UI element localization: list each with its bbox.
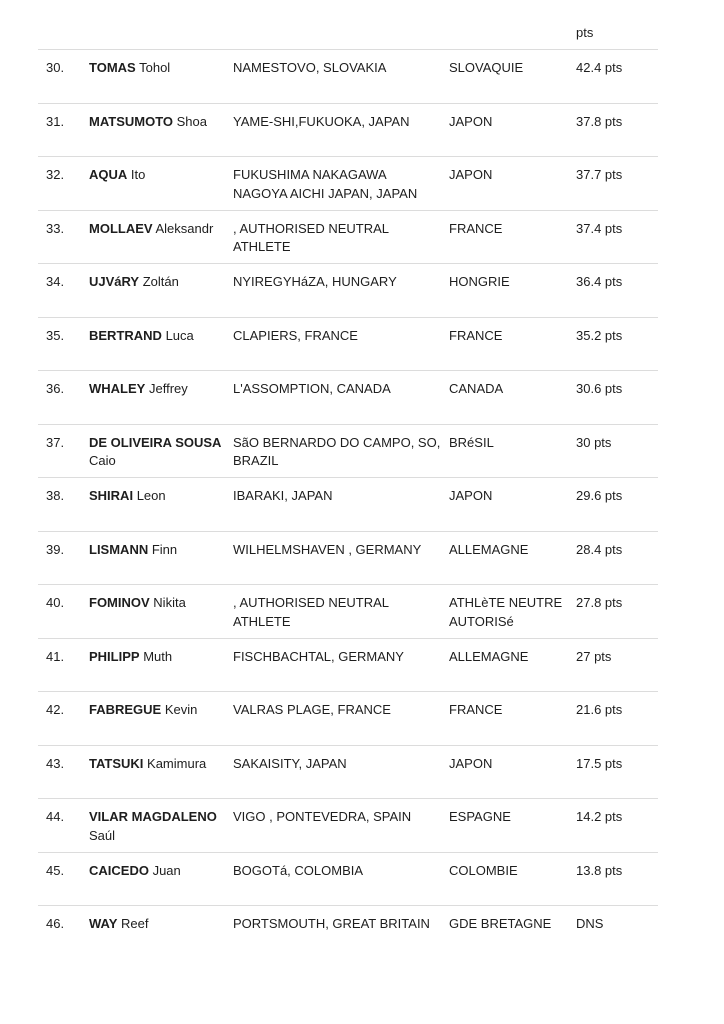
- table-row: [38, 853, 658, 907]
- country-cell: COLOMBIE: [449, 862, 518, 878]
- table-row: [38, 799, 658, 853]
- country-cell: CANADA: [449, 381, 504, 396]
- city-cell: NYIREGYHáZA, HUNGARY: [233, 274, 397, 289]
- city-cell: SãO BERNARDO DO CAMPO, SO, BRAZIL: [233, 434, 441, 468]
- city-cell: SAKAISITY, JAPAN: [233, 755, 347, 771]
- athlete-name-cell: [89, 220, 224, 239]
- athlete-name-cell: [89, 487, 224, 506]
- rank-cell: 30.: [46, 60, 65, 75]
- rank-cell: 37.: [46, 434, 65, 450]
- country-cell: BRéSIL: [449, 434, 494, 450]
- score-cell: 30.6 pts: [576, 381, 623, 396]
- country-cell: FRANCE: [449, 220, 503, 236]
- score-cell: 28.4 pts: [576, 541, 623, 557]
- athlete-first-name: Tohol: [139, 60, 171, 75]
- athlete-name-cell: [89, 380, 224, 399]
- rank-cell: 38.: [46, 488, 65, 503]
- athlete-first-name: Caio: [89, 453, 116, 468]
- city-cell: WILHELMSHAVEN , GERMANY: [233, 541, 422, 557]
- athlete-first-name: Aleksandr: [155, 220, 214, 236]
- table-row: [38, 425, 658, 479]
- athlete-first-name: Kamimura: [147, 755, 207, 771]
- score-cell: 17.5 pts: [576, 755, 623, 771]
- score-cell: 27.8 pts: [576, 595, 623, 610]
- athlete-last-name: BERTRAND: [89, 327, 162, 343]
- athlete-last-name: LISMANN: [89, 541, 149, 557]
- score-cell: DNS: [576, 916, 604, 931]
- table-row: [38, 318, 658, 372]
- athlete-name-cell: [89, 327, 224, 346]
- table-row: [38, 371, 658, 425]
- table-row: [38, 639, 658, 693]
- city-cell: CLAPIERS, FRANCE: [233, 327, 358, 343]
- athlete-last-name: PHILIPP: [89, 648, 140, 664]
- city-cell: YAME-SHI,FUKUOKA, JAPAN: [233, 113, 410, 129]
- rank-cell: 42.: [46, 702, 65, 717]
- rank-cell: 39.: [46, 541, 65, 557]
- athlete-first-name: Shoa: [176, 113, 208, 129]
- rank-cell: 46.: [46, 916, 65, 931]
- athlete-name-cell: [89, 434, 224, 471]
- athlete-name-cell: [89, 755, 224, 774]
- score-cell: 13.8 pts: [576, 862, 623, 878]
- athlete-name-cell: [89, 701, 224, 720]
- rank-cell: 45.: [46, 862, 65, 878]
- athlete-name-cell: [89, 541, 224, 560]
- table-row-carryover: [38, 0, 658, 50]
- table-row: [38, 211, 658, 265]
- athlete-name-cell: [89, 113, 224, 132]
- athlete-last-name: TOMAS: [89, 60, 136, 75]
- rank-cell: 41.: [46, 648, 65, 664]
- city-cell: , AUTHORISED NEUTRAL ATHLETE: [233, 595, 389, 629]
- athlete-first-name: Zoltán: [142, 274, 179, 289]
- athlete-last-name: SHIRAI: [89, 488, 134, 503]
- country-cell: FRANCE: [449, 327, 503, 343]
- athlete-last-name: VILAR MAGDALENO: [89, 809, 217, 824]
- rank-cell: 43.: [46, 755, 65, 771]
- country-cell: FRANCE: [449, 702, 503, 717]
- athlete-last-name: DE OLIVEIRA SOUSA: [89, 434, 222, 450]
- table-row: [38, 478, 658, 532]
- table-row: [38, 906, 658, 960]
- city-cell: FUKUSHIMA NAKAGAWA NAGOYA AICHI JAPAN, JAPAN: [233, 167, 418, 201]
- score-cell: 14.2 pts: [576, 809, 623, 824]
- city-cell: BOGOTá, COLOMBIA: [233, 862, 364, 878]
- score-cell: 35.2 pts: [576, 327, 623, 343]
- rank-cell: 40.: [46, 595, 65, 610]
- table-row: [38, 50, 658, 104]
- table-row: [38, 264, 658, 318]
- athlete-first-name: Leon: [136, 488, 166, 503]
- rank-cell: 36.: [46, 381, 65, 396]
- city-cell: VIGO , PONTEVEDRA, SPAIN: [233, 809, 412, 824]
- athlete-first-name: Reef: [121, 916, 149, 931]
- score-cell: 42.4 pts: [576, 60, 623, 75]
- country-cell: ALLEMAGNE: [449, 541, 529, 557]
- athlete-last-name: MATSUMOTO: [89, 113, 174, 129]
- score-cell: 27 pts: [576, 648, 612, 664]
- athlete-last-name: WHALEY: [89, 381, 146, 396]
- athlete-first-name: Saúl: [89, 827, 116, 843]
- city-cell: VALRAS PLAGE, FRANCE: [233, 702, 391, 717]
- country-cell: JAPON: [449, 755, 493, 771]
- athlete-name-cell: [89, 166, 224, 185]
- athlete-name-cell: [89, 862, 224, 881]
- country-cell: GDE BRETAGNE: [449, 916, 552, 931]
- athlete-last-name: UJVáRY: [89, 274, 140, 289]
- city-cell: PORTSMOUTH, GREAT BRITAIN: [233, 916, 430, 931]
- athlete-last-name: CAICEDO: [89, 862, 149, 878]
- score-cell: 29.6 pts: [576, 488, 623, 503]
- country-cell: JAPON: [449, 167, 493, 182]
- athlete-name-cell: [89, 808, 224, 845]
- city-cell: FISCHBACHTAL, GERMANY: [233, 648, 404, 664]
- athlete-name-cell: [89, 59, 224, 78]
- rank-cell: 32.: [46, 167, 65, 182]
- country-cell: ESPAGNE: [449, 809, 511, 824]
- athlete-first-name: Juan: [152, 862, 181, 878]
- table-row: [38, 157, 658, 211]
- score-cell: 37.7 pts: [576, 167, 623, 182]
- athlete-last-name: TATSUKI: [89, 755, 144, 771]
- table-row: [38, 104, 658, 158]
- athlete-last-name: FABREGUE: [89, 702, 162, 717]
- city-cell: L'ASSOMPTION, CANADA: [233, 381, 391, 396]
- athlete-name-cell: [89, 594, 224, 613]
- score-cell: 37.4 pts: [576, 220, 623, 236]
- athlete-first-name: Muth: [143, 648, 173, 664]
- rank-cell: 33.: [46, 220, 65, 236]
- city-cell: NAMESTOVO, SLOVAKIA: [233, 60, 387, 75]
- score-cell: 30 pts: [576, 434, 612, 450]
- rank-cell: 34.: [46, 274, 65, 289]
- table-row: [38, 746, 658, 800]
- country-cell: ATHLèTE NEUTRE AUTORISé: [449, 595, 563, 629]
- score-cell: 36.4 pts: [576, 274, 623, 289]
- athlete-first-name: Jeffrey: [148, 381, 188, 396]
- city-cell: , AUTHORISED NEUTRAL ATHLETE: [233, 220, 389, 254]
- athlete-name-cell: [89, 915, 224, 934]
- score-cell: 37.8 pts: [576, 113, 623, 129]
- score-cell: pts: [576, 25, 594, 40]
- athlete-last-name: AQUA: [89, 167, 128, 182]
- score-cell: 21.6 pts: [576, 702, 623, 717]
- athlete-first-name: Ito: [130, 167, 146, 182]
- country-cell: ALLEMAGNE: [449, 648, 529, 664]
- athlete-first-name: Finn: [151, 541, 178, 557]
- table-body: [38, 50, 658, 960]
- athlete-first-name: Kevin: [164, 702, 198, 717]
- athlete-name-cell: [89, 648, 224, 667]
- country-cell: HONGRIE: [449, 274, 510, 289]
- country-cell: JAPON: [449, 488, 493, 503]
- athlete-last-name: WAY: [89, 916, 118, 931]
- rank-cell: 31.: [46, 113, 65, 129]
- rank-cell: 44.: [46, 809, 65, 824]
- rank-cell: 35.: [46, 327, 65, 343]
- athlete-first-name: Luca: [165, 327, 194, 343]
- athlete-last-name: MOLLAEV: [89, 220, 153, 236]
- country-cell: SLOVAQUIE: [449, 60, 524, 75]
- athlete-name-cell: [89, 273, 224, 292]
- table-row: [38, 585, 658, 639]
- results-table: [38, 0, 658, 960]
- country-cell: JAPON: [449, 113, 493, 129]
- table-row: [38, 692, 658, 746]
- athlete-first-name: Nikita: [153, 595, 186, 610]
- city-cell: IBARAKI, JAPAN: [233, 488, 333, 503]
- athlete-last-name: FOMINOV: [89, 595, 150, 610]
- table-row: [38, 532, 658, 586]
